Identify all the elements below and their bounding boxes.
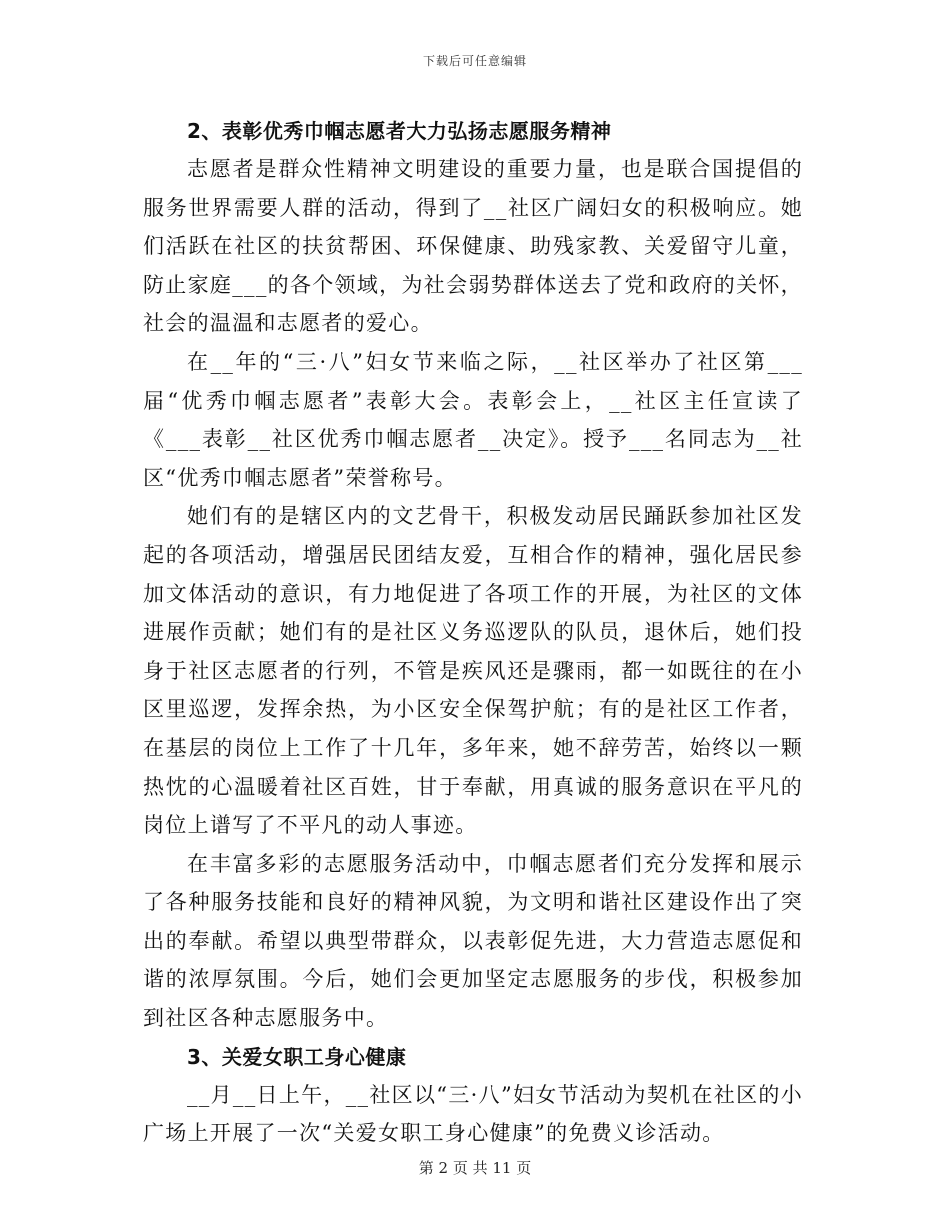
page-number: 第 2 页 共 11 页 [418, 1159, 532, 1177]
section-heading: 2、表彰优秀巾帼志愿者大力弘扬志愿服务精神 [187, 119, 612, 143]
document-body [143, 112, 803, 1153]
paragraph: 在__年的“三·八”妇女节来临之际，__社区举办了社区第___届“优秀巾帼志愿者”表彰大会。表彰会上，__社区主任宣读了《___表彰__社区优秀巾帼志愿者__决定》。授予___名同志为__社区“优秀巾帼志愿者”荣誉称号。 [143, 349, 803, 490]
paragraph: 在丰富多彩的志愿服务活动中，巾帼志愿者们充分发挥和展示了各种服务技能和良好的精神风貌，为文明和谐社区建设作出了突出的奉献。希望以典型带群众，以表彰促先进，大力营造志愿促和谐的浓厚氛围。今后，她们会更加坚定志愿服务的步伐，积极参加到社区各种志愿服务中。 [143, 851, 803, 1031]
paragraph: 志愿者是群众性精神文明建设的重要力量，也是联合国提倡的服务世界需要人群的活动，得到了__社区广阔妇女的积极响应。她们活跃在社区的扶贫帮困、环保健康、助残家教、关爱留守儿童，防止家庭___的各个领域，为社会弱势群体送去了党和政府的关怀，社会的温温和志愿者的爱心。 [143, 157, 803, 336]
paragraph: __月__日上午，__社区以“三·八”妇女节活动为契机在社区的小广场上开展了一次“关爱女职工身心健康”的免费义诊活动。 [143, 1082, 803, 1146]
section-heading: 3、关爱女职工身心健康 [187, 1044, 407, 1069]
page-header-note: 下载后可任意编辑 [422, 54, 527, 68]
paragraph: 她们有的是辖区内的文艺骨干，积极发动居民踊跃参加社区发起的各项活动，增强居民团结友爱，互相合作的精神，强化居民参加文体活动的意识，有力地促进了各项工作的开展，为社区的文体进展作贡献；她们有的是社区义务巡逻队的队员，退休后，她们投身于社区志愿者的行列，不管是疾风还是骤雨，都一如既往的在小区里巡逻，发挥余热，为小区安全保驾护航；有的是社区工作者，在基层的岗位上工作了十几年，多年来，她不辞劳苦，始终以一颗热忱的心温暖着社区百姓，甘于奉献，用真诚的服务意识在平凡的岗位上谱写了不平凡的动人事迹。 [143, 504, 803, 838]
